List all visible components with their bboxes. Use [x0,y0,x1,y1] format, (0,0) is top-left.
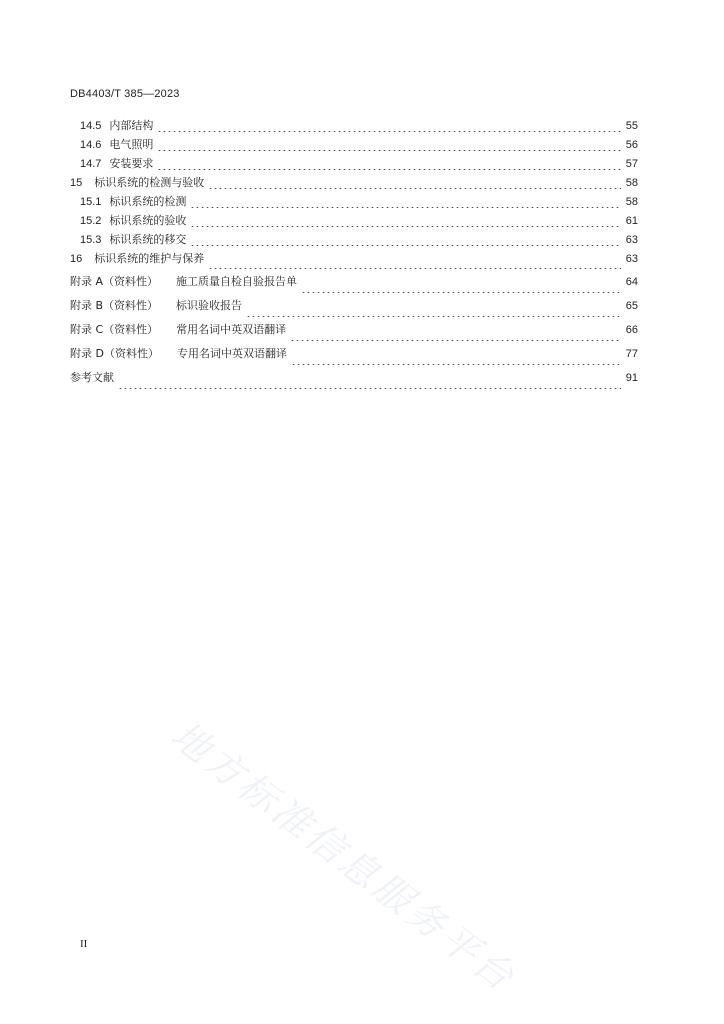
toc-entry-title: 标识系统的移交 [109,233,187,246]
toc-entry-page: 61 [625,215,638,227]
toc-entry-page: 65 [625,300,638,312]
toc-appendix-entry[interactable] [70,273,638,297]
toc-entry[interactable] [70,212,638,231]
toc-entry[interactable] [70,117,638,136]
appendix-type: （资料性） [103,323,159,336]
toc-references-entry[interactable] [70,369,638,393]
toc-entry-page: 63 [625,253,638,265]
toc-entry-title: 电气照明 [109,138,154,151]
toc-entry-page: 58 [625,177,638,189]
toc-entry-number: 14.7 [80,158,102,170]
toc-entry-title: 标识系统的检测 [109,195,187,208]
toc-entry-page: 77 [625,348,638,360]
toc-entry[interactable] [70,174,638,193]
toc-entry[interactable] [70,231,638,250]
appendix-title: 常用名词中英双语翻译 [176,323,287,336]
toc-dot-leader [118,388,621,389]
watermark-text: 地方标准信息服务平台 [162,712,525,1001]
toc-appendix-entry[interactable] [70,321,638,345]
toc-dot-leader [301,292,621,293]
appendix-type: （资料性） [103,347,159,360]
toc-entry-number: 16 [70,253,83,265]
appendix-label: 附录 C [70,323,104,336]
appendix-type: （资料性） [103,299,159,312]
toc-entry-page: 91 [625,372,638,384]
toc-dot-leader [208,268,621,269]
toc-entry-number: 15.3 [80,234,102,246]
appendix-label: 附录 A [70,275,104,288]
toc-entry-number: 15.2 [80,215,102,227]
document-code: DB4403/T 385—2023 [70,88,180,100]
toc-dot-leader [157,150,621,151]
toc-entry-title: 内部结构 [109,119,154,132]
toc-dot-leader [157,169,621,170]
toc-entry-number: 15 [70,177,83,189]
toc-entry[interactable] [70,136,638,155]
toc-entry-title: 标识系统的维护与保养 [94,252,205,265]
appendix-label: 附录 B [70,299,104,312]
toc-dot-leader [246,316,621,317]
toc-dot-leader [290,340,621,341]
toc-appendix-entry[interactable] [70,345,638,369]
toc-entry-page: 64 [625,276,638,288]
toc-dot-leader [190,226,621,227]
toc-entry-title: 标识系统的验收 [109,214,187,227]
toc-appendix-entry[interactable] [70,297,638,321]
toc-entry-page: 66 [625,324,638,336]
toc-entry-number: 14.5 [80,120,102,132]
page-number-roman: II [80,938,88,950]
appendix-title: 专用名词中英双语翻译 [176,347,287,360]
toc-entry-page: 55 [625,120,638,132]
toc-entry-page: 58 [625,196,638,208]
toc-dot-leader [157,131,621,132]
toc-dot-leader [190,245,621,246]
toc-entry-page: 56 [625,139,638,151]
toc-entry-page: 57 [625,158,638,170]
toc-entry-page: 63 [625,234,638,246]
appendix-label: 附录 D [70,347,104,360]
toc-dot-leader [190,207,621,208]
toc-entry[interactable] [70,250,638,273]
references-title: 参考文献 [70,371,114,384]
toc-entry-number: 15.1 [80,196,102,208]
toc-entry[interactable] [70,193,638,212]
toc-entry-title: 安装要求 [109,157,154,170]
toc-entry-title: 标识系统的检测与验收 [94,176,205,189]
appendix-title: 施工质量自检自验报告单 [176,275,298,288]
toc-entry[interactable] [70,155,638,174]
toc-dot-leader [291,364,621,365]
toc-dot-leader [208,188,621,189]
appendix-title: 标识验收报告 [176,299,243,312]
appendix-type: （资料性） [103,275,159,288]
toc-entry-number: 14.6 [80,139,102,151]
table-of-contents [70,117,638,393]
